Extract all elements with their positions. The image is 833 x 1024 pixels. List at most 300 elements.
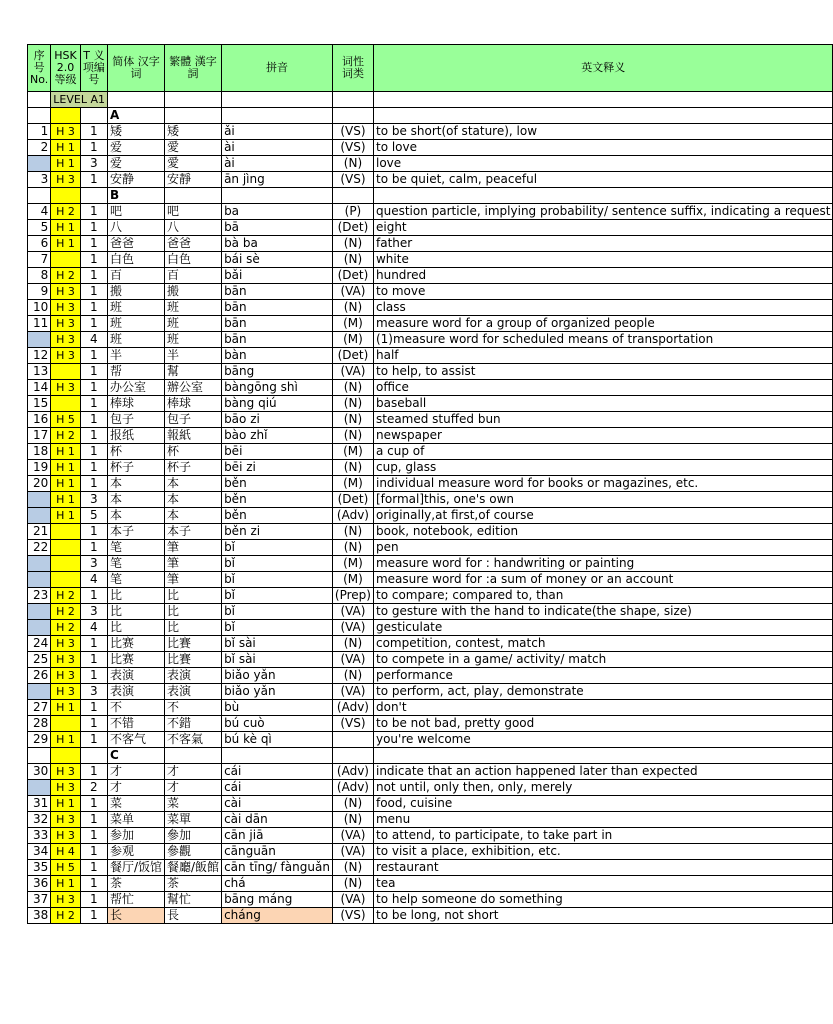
- table-row[interactable]: [28, 508, 833, 524]
- cell-t: 1: [80, 652, 107, 668]
- cell-hsk: H 2: [51, 268, 80, 284]
- cell-english: newspaper: [373, 428, 833, 444]
- cell-pos: (VA): [332, 844, 373, 860]
- cell-simplified: 表演: [107, 668, 164, 684]
- cell-pos: (VA): [332, 652, 373, 668]
- cell-pos: (P): [332, 204, 373, 220]
- table-row[interactable]: [28, 540, 833, 556]
- cell-simplified: 棒球: [107, 396, 164, 412]
- cell-simplified: 笔: [107, 572, 164, 588]
- cell-pinyin: cān jiā: [222, 828, 333, 844]
- cell-pinyin: bǐ: [222, 588, 333, 604]
- cell-pos: (VA): [332, 284, 373, 300]
- cell-pos: (N): [332, 156, 373, 172]
- cell-hsk: H 3: [51, 172, 80, 188]
- cell-hsk: H 3: [51, 684, 80, 700]
- cell-no: 1: [28, 124, 51, 140]
- cell-pinyin: bàng qiú: [222, 396, 333, 412]
- cell-english: don't: [373, 700, 833, 716]
- cell-english: steamed stuffed bun: [373, 412, 833, 428]
- cell-simplified: 本子: [107, 524, 164, 540]
- cell-no: 14: [28, 380, 51, 396]
- table-row[interactable]: [28, 396, 833, 412]
- cell-english: measure word for a group of organized people: [373, 316, 833, 332]
- cell-hsk: H 3: [51, 284, 80, 300]
- table-row[interactable]: [28, 732, 833, 748]
- cell-no: 16: [28, 412, 51, 428]
- cell-no: 38: [28, 908, 51, 924]
- cell-pinyin: cānguān: [222, 844, 333, 860]
- cell-english: half: [373, 348, 833, 364]
- table-row[interactable]: [28, 572, 833, 588]
- cell-english: to move: [373, 284, 833, 300]
- cell-pos: (Det): [332, 268, 373, 284]
- cell-pos: (VS): [332, 172, 373, 188]
- cell-simplified: 参观: [107, 844, 164, 860]
- table-row[interactable]: [28, 604, 833, 620]
- cell-hsk: H 2: [51, 428, 80, 444]
- cell-english: competition, contest, match: [373, 636, 833, 652]
- cell-english: originally,at first,of course: [373, 508, 833, 524]
- cell-english: to help, to assist: [373, 364, 833, 380]
- cell-hsk: H 3: [51, 828, 80, 844]
- table-row[interactable]: [28, 636, 833, 652]
- cell-t: 3: [80, 684, 107, 700]
- cell-traditional: 八: [165, 220, 222, 236]
- cell-no: [28, 620, 51, 636]
- header-pos: 词性 词类: [332, 45, 373, 92]
- cell-english: to attend, to participate, to take part in: [373, 828, 833, 844]
- cell-hsk: H 1: [51, 700, 80, 716]
- table-row[interactable]: [28, 476, 833, 492]
- table-row[interactable]: [28, 428, 833, 444]
- table-row[interactable]: [28, 172, 833, 188]
- cell-simplified: 笔: [107, 556, 164, 572]
- cell-simplified: 比赛: [107, 636, 164, 652]
- cell-no: 23: [28, 588, 51, 604]
- cell-english: class: [373, 300, 833, 316]
- table-row[interactable]: [28, 588, 833, 604]
- cell-simplified: 才: [107, 764, 164, 780]
- cell-hsk: H 1: [51, 476, 80, 492]
- cell-english: indicate that an action happened later than expected: [373, 764, 833, 780]
- cell-pinyin: biǎo yǎn: [222, 684, 333, 700]
- cell-pos: (N): [332, 540, 373, 556]
- cell-no: 7: [28, 252, 51, 268]
- cell-simplified: 爸爸: [107, 236, 164, 252]
- cell-pinyin: bāng máng: [222, 892, 333, 908]
- section-row[interactable]: [28, 188, 833, 204]
- cell-pos: (Adv): [332, 508, 373, 524]
- cell-pinyin: bāo zi: [222, 412, 333, 428]
- header-no: 序号 No.: [28, 45, 51, 92]
- cell-t: 1: [80, 860, 107, 876]
- cell-pinyin: chá: [222, 876, 333, 892]
- table-row[interactable]: [28, 860, 833, 876]
- table-row[interactable]: [28, 780, 833, 796]
- cell-pos: (VS): [332, 140, 373, 156]
- cell-no: 24: [28, 636, 51, 652]
- cell-traditional: 杯子: [165, 460, 222, 476]
- cell-no: 17: [28, 428, 51, 444]
- table-row[interactable]: [28, 316, 833, 332]
- cell-hsk: [51, 556, 80, 572]
- cell-hsk: H 3: [51, 892, 80, 908]
- cell-t: 4: [80, 620, 107, 636]
- cell-simplified: 才: [107, 780, 164, 796]
- cell-pinyin: běn zi: [222, 524, 333, 540]
- cell-simplified: 安静: [107, 172, 164, 188]
- table-row[interactable]: [28, 620, 833, 636]
- cell-hsk: H 3: [51, 380, 80, 396]
- table-cell: [80, 188, 107, 204]
- cell-no: 8: [28, 268, 51, 284]
- cell-simplified: 比: [107, 620, 164, 636]
- cell-pos: (VA): [332, 620, 373, 636]
- cell-no: 21: [28, 524, 51, 540]
- cell-pinyin: bǐ: [222, 540, 333, 556]
- cell-no: 26: [28, 668, 51, 684]
- cell-no: [28, 492, 51, 508]
- cell-traditional: 棒球: [165, 396, 222, 412]
- table-cell: [165, 108, 222, 124]
- cell-hsk: H 3: [51, 764, 80, 780]
- table-row[interactable]: [28, 460, 833, 476]
- cell-traditional: 菜單: [165, 812, 222, 828]
- cell-traditional: 比: [165, 604, 222, 620]
- cell-hsk: H 3: [51, 124, 80, 140]
- cell-simplified: 本: [107, 492, 164, 508]
- cell-simplified: 矮: [107, 124, 164, 140]
- cell-pos: (M): [332, 556, 373, 572]
- table-cell: [222, 188, 333, 204]
- cell-traditional: 筆: [165, 540, 222, 556]
- table-row[interactable]: [28, 764, 833, 780]
- cell-simplified: 菜单: [107, 812, 164, 828]
- cell-traditional: 比: [165, 588, 222, 604]
- cell-english: love: [373, 156, 833, 172]
- cell-simplified: 不错: [107, 716, 164, 732]
- table-cell: [165, 188, 222, 204]
- cell-simplified: 白色: [107, 252, 164, 268]
- cell-t: 1: [80, 124, 107, 140]
- cell-english: book, notebook, edition: [373, 524, 833, 540]
- level-spacer: [222, 92, 333, 108]
- table-cell: [332, 188, 373, 204]
- cell-t: 1: [80, 172, 107, 188]
- cell-no: [28, 604, 51, 620]
- section-row[interactable]: [28, 748, 833, 764]
- cell-simplified: 杯: [107, 444, 164, 460]
- cell-t: 1: [80, 700, 107, 716]
- cell-hsk: H 1: [51, 140, 80, 156]
- cell-pinyin: bú cuò: [222, 716, 333, 732]
- cell-pinyin: ān jìng: [222, 172, 333, 188]
- cell-t: 1: [80, 908, 107, 924]
- cell-traditional: 不客氣: [165, 732, 222, 748]
- cell-hsk: H 1: [51, 492, 80, 508]
- cell-hsk: [51, 252, 80, 268]
- cell-english: white: [373, 252, 833, 268]
- table-row[interactable]: [28, 268, 833, 284]
- cell-hsk: H 3: [51, 780, 80, 796]
- cell-english: food, cuisine: [373, 796, 833, 812]
- cell-pos: (Det): [332, 348, 373, 364]
- cell-hsk: H 1: [51, 444, 80, 460]
- table-row[interactable]: [28, 492, 833, 508]
- cell-t: 1: [80, 396, 107, 412]
- cell-simplified: 班: [107, 332, 164, 348]
- level-spacer: [28, 92, 51, 108]
- cell-t: 1: [80, 716, 107, 732]
- cell-hsk: [51, 396, 80, 412]
- cell-pinyin: cái: [222, 780, 333, 796]
- cell-no: 2: [28, 140, 51, 156]
- cell-t: 1: [80, 732, 107, 748]
- header-pinyin: 拼音: [222, 45, 333, 92]
- header-t: T 义项编号: [80, 45, 107, 92]
- cell-hsk: H 1: [51, 156, 80, 172]
- cell-no: 18: [28, 444, 51, 460]
- cell-pinyin: bú kè qì: [222, 732, 333, 748]
- cell-english: to compare; compared to, than: [373, 588, 833, 604]
- table-row[interactable]: [28, 300, 833, 316]
- cell-pos: (VS): [332, 716, 373, 732]
- cell-t: 1: [80, 524, 107, 540]
- cell-no: 11: [28, 316, 51, 332]
- cell-traditional: 班: [165, 300, 222, 316]
- table-row[interactable]: [28, 700, 833, 716]
- section-row[interactable]: [28, 108, 833, 124]
- cell-traditional: 本: [165, 508, 222, 524]
- table-row[interactable]: [28, 844, 833, 860]
- cell-no: [28, 332, 51, 348]
- cell-t: 1: [80, 220, 107, 236]
- table-cell: [373, 188, 833, 204]
- cell-english: (1)measure word for scheduled means of transportation: [373, 332, 833, 348]
- cell-pinyin: ài: [222, 140, 333, 156]
- table-row[interactable]: [28, 812, 833, 828]
- cell-english: office: [373, 380, 833, 396]
- table-row[interactable]: [28, 908, 833, 924]
- cell-t: 3: [80, 156, 107, 172]
- cell-pos: (N): [332, 876, 373, 892]
- cell-simplified: 比赛: [107, 652, 164, 668]
- cell-english: you're welcome: [373, 732, 833, 748]
- cell-english: gesticulate: [373, 620, 833, 636]
- cell-t: 1: [80, 252, 107, 268]
- cell-pos: (N): [332, 428, 373, 444]
- cell-simplified: 班: [107, 300, 164, 316]
- cell-hsk: [51, 364, 80, 380]
- table-row[interactable]: [28, 252, 833, 268]
- cell-no: 25: [28, 652, 51, 668]
- cell-no: 13: [28, 364, 51, 380]
- cell-t: 1: [80, 300, 107, 316]
- cell-traditional: 表演: [165, 684, 222, 700]
- table-row[interactable]: [28, 124, 833, 140]
- table-row[interactable]: [28, 524, 833, 540]
- cell-traditional: 班: [165, 332, 222, 348]
- section-letter: B: [107, 188, 164, 204]
- cell-no: [28, 572, 51, 588]
- cell-no: 19: [28, 460, 51, 476]
- cell-english: restaurant: [373, 860, 833, 876]
- cell-english: to gesture with the hand to indicate(the shape, size): [373, 604, 833, 620]
- cell-no: [28, 684, 51, 700]
- table-row[interactable]: [28, 364, 833, 380]
- cell-traditional: 安靜: [165, 172, 222, 188]
- cell-simplified: 长: [107, 908, 164, 924]
- table-row[interactable]: [28, 220, 833, 236]
- cell-hsk: H 3: [51, 348, 80, 364]
- cell-no: 35: [28, 860, 51, 876]
- cell-pinyin: běn: [222, 508, 333, 524]
- cell-pos: (VA): [332, 364, 373, 380]
- table-row[interactable]: [28, 716, 833, 732]
- vocabulary-table: [27, 44, 833, 924]
- table-row[interactable]: [28, 796, 833, 812]
- cell-english: to help someone do something: [373, 892, 833, 908]
- cell-no: [28, 556, 51, 572]
- cell-traditional: 比: [165, 620, 222, 636]
- cell-pos: (N): [332, 860, 373, 876]
- cell-pos: (N): [332, 300, 373, 316]
- cell-no: [28, 780, 51, 796]
- cell-traditional: 菜: [165, 796, 222, 812]
- cell-pinyin: bǐ: [222, 620, 333, 636]
- cell-t: 1: [80, 668, 107, 684]
- table-row[interactable]: [28, 412, 833, 428]
- cell-simplified: 八: [107, 220, 164, 236]
- cell-no: 9: [28, 284, 51, 300]
- cell-english: eight: [373, 220, 833, 236]
- cell-t: 1: [80, 636, 107, 652]
- table-row[interactable]: [28, 876, 833, 892]
- cell-pinyin: bān: [222, 300, 333, 316]
- cell-t: 1: [80, 364, 107, 380]
- cell-traditional: 比賽: [165, 636, 222, 652]
- cell-t: 2: [80, 780, 107, 796]
- table-cell: [28, 108, 51, 124]
- level-spacer: [165, 92, 222, 108]
- cell-hsk: H 3: [51, 316, 80, 332]
- cell-hsk: H 1: [51, 796, 80, 812]
- cell-hsk: H 1: [51, 508, 80, 524]
- table-row[interactable]: [28, 652, 833, 668]
- table-row[interactable]: [28, 204, 833, 220]
- table-row[interactable]: [28, 892, 833, 908]
- table-cell: [51, 188, 80, 204]
- table-row[interactable]: [28, 236, 833, 252]
- header-hsk: HSK 2.0 等级: [51, 45, 80, 92]
- cell-traditional: 表演: [165, 668, 222, 684]
- cell-traditional: 白色: [165, 252, 222, 268]
- cell-t: 1: [80, 428, 107, 444]
- cell-pinyin: bǐ: [222, 572, 333, 588]
- cell-no: 27: [28, 700, 51, 716]
- level-spacer: [373, 92, 833, 108]
- table-row[interactable]: [28, 380, 833, 396]
- cell-traditional: 才: [165, 764, 222, 780]
- table-cell: [373, 748, 833, 764]
- cell-pinyin: běn: [222, 476, 333, 492]
- cell-t: 3: [80, 556, 107, 572]
- cell-t: 1: [80, 764, 107, 780]
- cell-pinyin: cháng: [222, 908, 333, 924]
- cell-pinyin: bù: [222, 700, 333, 716]
- cell-simplified: 比: [107, 604, 164, 620]
- table-cell: [28, 748, 51, 764]
- table-row[interactable]: [28, 668, 833, 684]
- cell-pos: (M): [332, 476, 373, 492]
- cell-no: 12: [28, 348, 51, 364]
- cell-simplified: 半: [107, 348, 164, 364]
- cell-english: to love: [373, 140, 833, 156]
- cell-simplified: 本: [107, 476, 164, 492]
- cell-pos: (N): [332, 460, 373, 476]
- cell-pos: (N): [332, 252, 373, 268]
- cell-no: 4: [28, 204, 51, 220]
- cell-traditional: 本: [165, 476, 222, 492]
- cell-pinyin: biǎo yǎn: [222, 668, 333, 684]
- cell-no: 31: [28, 796, 51, 812]
- cell-no: 3: [28, 172, 51, 188]
- cell-traditional: 搬: [165, 284, 222, 300]
- cell-hsk: H 3: [51, 332, 80, 348]
- section-letter: A: [107, 108, 164, 124]
- table-cell: [80, 108, 107, 124]
- table-row[interactable]: [28, 684, 833, 700]
- cell-t: 1: [80, 284, 107, 300]
- cell-pos: (M): [332, 316, 373, 332]
- cell-pos: (VA): [332, 604, 373, 620]
- cell-simplified: 班: [107, 316, 164, 332]
- cell-t: 5: [80, 508, 107, 524]
- cell-pos: (Adv): [332, 700, 373, 716]
- cell-traditional: 愛: [165, 140, 222, 156]
- table-body: [28, 108, 833, 924]
- cell-english: cup, glass: [373, 460, 833, 476]
- cell-simplified: 搬: [107, 284, 164, 300]
- cell-traditional: 包子: [165, 412, 222, 428]
- cell-t: 1: [80, 380, 107, 396]
- table-row[interactable]: [28, 348, 833, 364]
- table-row[interactable]: [28, 556, 833, 572]
- table-row[interactable]: [28, 444, 833, 460]
- cell-hsk: H 3: [51, 668, 80, 684]
- cell-english: to be quiet, calm, peaceful: [373, 172, 833, 188]
- cell-hsk: H 2: [51, 204, 80, 220]
- cell-pos: (N): [332, 796, 373, 812]
- table-row[interactable]: [28, 828, 833, 844]
- table-row[interactable]: [28, 284, 833, 300]
- cell-hsk: H 2: [51, 908, 80, 924]
- table-cell: [165, 748, 222, 764]
- cell-t: 1: [80, 316, 107, 332]
- cell-simplified: 杯子: [107, 460, 164, 476]
- cell-english: to perform, act, play, demonstrate: [373, 684, 833, 700]
- cell-pos: (N): [332, 396, 373, 412]
- cell-simplified: 不: [107, 700, 164, 716]
- cell-no: 37: [28, 892, 51, 908]
- table-row[interactable]: [28, 156, 833, 172]
- cell-hsk: H 4: [51, 844, 80, 860]
- table-row[interactable]: [28, 140, 833, 156]
- cell-pos: (VA): [332, 892, 373, 908]
- table-row[interactable]: [28, 332, 833, 348]
- cell-no: 22: [28, 540, 51, 556]
